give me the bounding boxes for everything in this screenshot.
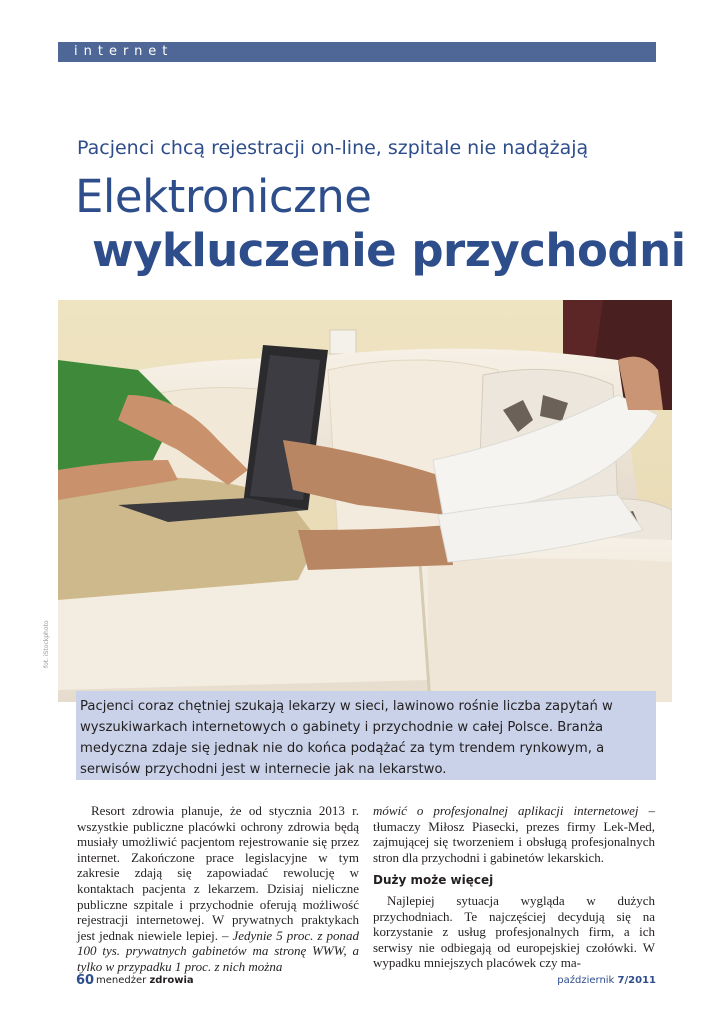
subheading: Duży może więcej: [373, 873, 494, 888]
section-label: internet: [74, 44, 174, 59]
body-paragraph: mówić o profesjonalnej aplikacji internetowej – tłumaczy Miłosz Piasecki, prezes firmy Lek-Med, zajmującej się tworzeniem i obsługą profesjonalnych stron dla przychodni i gabinetów lekarskich.: [373, 803, 656, 865]
page-number: 60: [76, 973, 95, 988]
article-title-line2: wykluczenie przychodni: [92, 224, 686, 277]
body-paragraph: Najlepiej sytuacja wygląda w dużych przychodniach. Te najczęściej decydują się na korzystanie z usług profesjonalnych firm, a ich serwisy nie odbiegają od europejskiej czołówki. W wypadku mniejszych placówek czy ma-: [373, 892, 655, 971]
body-column-2: [373, 803, 655, 971]
quote-text: mówić o profesjonalnej aplikacji internetowej: [373, 803, 639, 818]
issue-date: październik 7/2011: [557, 975, 656, 986]
quote-text: – Jedynie 5 proc. z ponad 100 tys. prywatnych gabinetów ma stronę WWW, a tylko w przypadku 1 proc. z nich można: [77, 927, 359, 974]
body-column-1: [77, 803, 359, 975]
article-kicker: Pacjenci chcą rejestracji on-line, szpitale nie nadążają: [77, 137, 589, 159]
article-photo: [58, 300, 672, 702]
magazine-name: menedżer zdrowia: [96, 975, 194, 986]
article-title-line1: Elektroniczne: [75, 170, 372, 223]
photo-credit: fot. iStockphoto: [43, 620, 50, 668]
section-bar: [58, 42, 656, 62]
lead-paragraph: Pacjenci coraz chętniej szukają lekarzy w sieci, lawinowo rośnie liczba zapytań w wyszukiwarkach internetowych o gabinety i przychodnie w całej Polsce. Branża medyczna zdaje się jednak nie do końca podążać za tym trendem rynkowym, a serwisów przychodni jest w internecie jak na lekarstwo.: [76, 691, 656, 780]
body-paragraph: Resort zdrowia planuje, że od stycznia 2013 r. wszystkie publiczne placówki ochrony zdrowia będą musiały umożliwić pacjentom rejestrowanie się przez internet. Zakończone prace legislacyjne w tym zakresie zdają się zapowiadać rewolucję w kontaktach pacjenta z lekarzem. Dzisiaj nieliczne publiczne szpitale i przychodnie oferują możliwość rejestracji internetowej. W prywatnych praktykach jest jednak niewiele lepiej. – Jedynie 5 proc. z ponad 100 tys. prywatnych gabinetów ma stronę WWW, a tylko w przypadku 1 proc. z nich można: [77, 803, 359, 974]
